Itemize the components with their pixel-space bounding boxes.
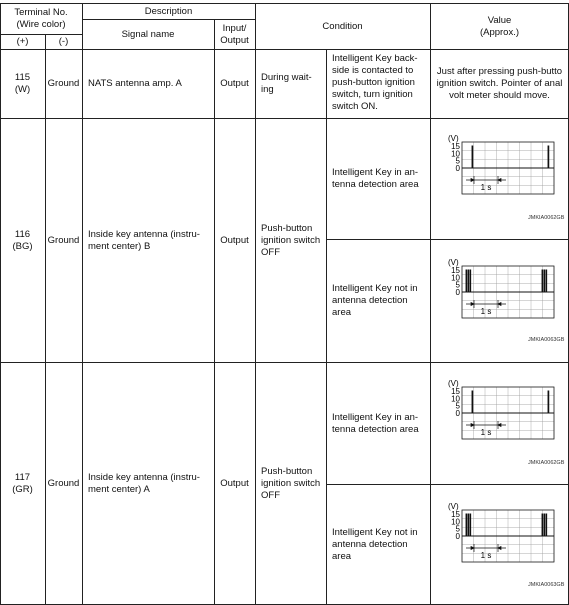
header-condition: Condition <box>322 20 363 32</box>
waveform-tick-label: 15 <box>451 387 460 396</box>
figure-code-116-not-in-area: JMKIA0063GB <box>528 337 565 343</box>
header-plus: (+) <box>16 36 29 47</box>
header-wire-color: (Wire color) <box>16 19 66 30</box>
header-terminal <box>0 4 82 34</box>
row-117-terminal: 117 (GR) <box>12 472 33 495</box>
waveform-svg <box>436 130 561 208</box>
waveform-tick-label: 5 <box>455 156 460 166</box>
row-116-terminal: 116 (BG) <box>12 228 33 252</box>
waveform-116-in-area <box>436 130 561 213</box>
row-117-condition-main: Push-button ignition switch OFF <box>261 466 321 501</box>
row-117-condition-in-area: Intelligent Key in an- tenna detection area <box>332 411 419 435</box>
header-input-output: Input/ Output <box>220 22 249 46</box>
waveform-tick-label: 10 <box>451 394 460 404</box>
row-116-condition-main: Push-button ignition switch OFF <box>261 222 321 258</box>
row-115-condition-detail: Intelligent Key back- side is contacted to push-button ignition switch, turn ignition switch ON. <box>332 53 418 112</box>
row-116-io: Output <box>220 234 249 246</box>
waveform-unit-label: (V) <box>448 258 459 267</box>
header-description: Description <box>144 5 193 17</box>
row-116-signal: Inside key antenna (instru- ment center) B <box>88 228 200 252</box>
waveform-tick-label: 0 <box>455 164 460 173</box>
waveform-tick-label: 0 <box>455 288 460 297</box>
header-terminal-no: Terminal No. <box>14 7 68 18</box>
waveform-tick-label: 5 <box>455 280 460 290</box>
time-marker-label: 1 s <box>480 551 492 560</box>
figure-code-117-not-in-area: JMKIA0063GB <box>528 582 565 588</box>
row-115-signal: NATS antenna amp. A <box>88 78 182 89</box>
row-116-ground: Ground <box>47 234 80 246</box>
row-117-io: Output <box>220 478 249 489</box>
waveform-svg <box>436 254 561 332</box>
header-signal-name: Signal name <box>121 28 175 40</box>
time-marker-label: 1 s <box>480 307 492 316</box>
waveform-117-not-in-area <box>436 498 561 581</box>
time-marker-label: 1 s <box>480 428 492 437</box>
waveform-svg <box>436 375 561 453</box>
waveform-unit-label: (V) <box>448 379 459 388</box>
waveform-tick-label: 15 <box>451 142 460 151</box>
row-115-terminal: 115 (W) <box>14 72 31 95</box>
time-marker-label: 1 s <box>480 183 492 192</box>
waveform-svg <box>436 498 561 576</box>
figure-code-117-in-area: JMKIA0062GB <box>528 460 565 466</box>
figure-code-116-in-area: JMKIA0062GB <box>528 215 565 221</box>
waveform-tick-label: 10 <box>451 149 460 159</box>
waveform-unit-label: (V) <box>448 134 459 143</box>
waveform-tick-label: 10 <box>451 273 460 283</box>
waveform-116-not-in-area <box>436 254 561 337</box>
row-117-condition-not-in-area: Intelligent Key not in antenna detection area <box>332 527 418 562</box>
row-115-value: Just after pressing push-butto ignition switch. Pointer of anal volt meter should move. <box>436 66 563 101</box>
header-value <box>430 4 569 49</box>
waveform-117-in-area <box>436 375 561 458</box>
waveform-tick-label: 5 <box>455 524 460 534</box>
row-115-io: Output <box>220 78 249 89</box>
waveform-tick-label: 0 <box>455 532 460 541</box>
waveform-tick-label: 15 <box>451 510 460 519</box>
waveform-tick-label: 0 <box>455 409 460 418</box>
waveform-unit-label: (V) <box>448 502 459 511</box>
waveform-tick-label: 10 <box>451 517 460 527</box>
row-116-condition-not-in-area: Intelligent Key not in antenna detection area <box>332 283 418 318</box>
row-116-condition-in-area: Intelligent Key in an- tenna detection area <box>332 167 419 190</box>
waveform-tick-label: 5 <box>455 401 460 411</box>
row-115-ground: Ground <box>47 78 80 89</box>
row-115-condition-main: During wait- ing <box>261 72 312 95</box>
header-approx-label: (Approx.) <box>479 26 520 38</box>
waveform-tick-label: 15 <box>451 266 460 275</box>
row-117-ground: Ground <box>47 478 80 489</box>
header-minus: (-) <box>58 36 69 47</box>
row-117-signal: Inside key antenna (instru- ment center) A <box>88 472 200 495</box>
header-value-label: Value <box>487 14 512 26</box>
